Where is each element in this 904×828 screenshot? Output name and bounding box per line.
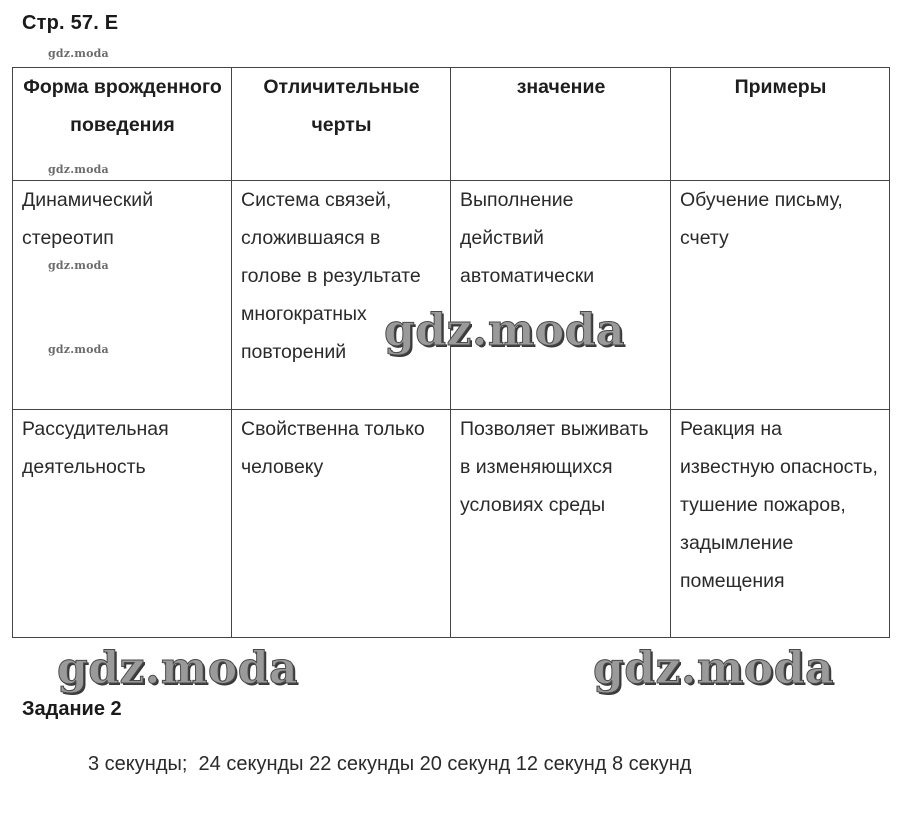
table-row (13, 410, 890, 638)
watermark-large: gdz.moda (384, 305, 626, 356)
header-cell-features: Отличительные черты (232, 68, 451, 181)
table-cell: Рассудительная деятельность (13, 410, 232, 638)
table-row (13, 181, 890, 410)
table-cell: Выполнение действий автоматически (451, 181, 671, 410)
watermark-large: gdz.moda (593, 643, 835, 694)
table-cell: Динамический стереотип (13, 181, 232, 410)
watermark-small: gdz.moda (48, 163, 109, 176)
task2-answer: 3 секунды; 24 секунды 22 секунды 20 секунд 12 секунд 8 секунд (88, 753, 692, 775)
watermark-small: gdz.moda (48, 259, 109, 272)
watermark-small: gdz.moda (48, 343, 109, 356)
table-header-row (13, 68, 890, 181)
table-cell: Свойственна только человеку (232, 410, 451, 638)
watermark-large: gdz.moda (57, 643, 299, 694)
header-cell-examples: Примеры (671, 68, 890, 181)
task2-title: Задание 2 (22, 698, 122, 720)
table-cell: Позволяет выживать в изменяющихся условиях среды (451, 410, 671, 638)
header-cell-form: Форма врожденного поведения (13, 68, 232, 181)
table-cell: Реакция на известную опасность, тушение пожаров, задымление помещения (671, 410, 890, 638)
watermark-small: gdz.moda (48, 47, 109, 60)
table-cell: Система связей, сложившаяся в голове в результате многократных повторений (232, 181, 451, 410)
table-cell: Обучение письму, счету (671, 181, 890, 410)
page-heading: Стр. 57. Е (22, 12, 119, 34)
header-cell-meaning: значение (451, 68, 671, 181)
